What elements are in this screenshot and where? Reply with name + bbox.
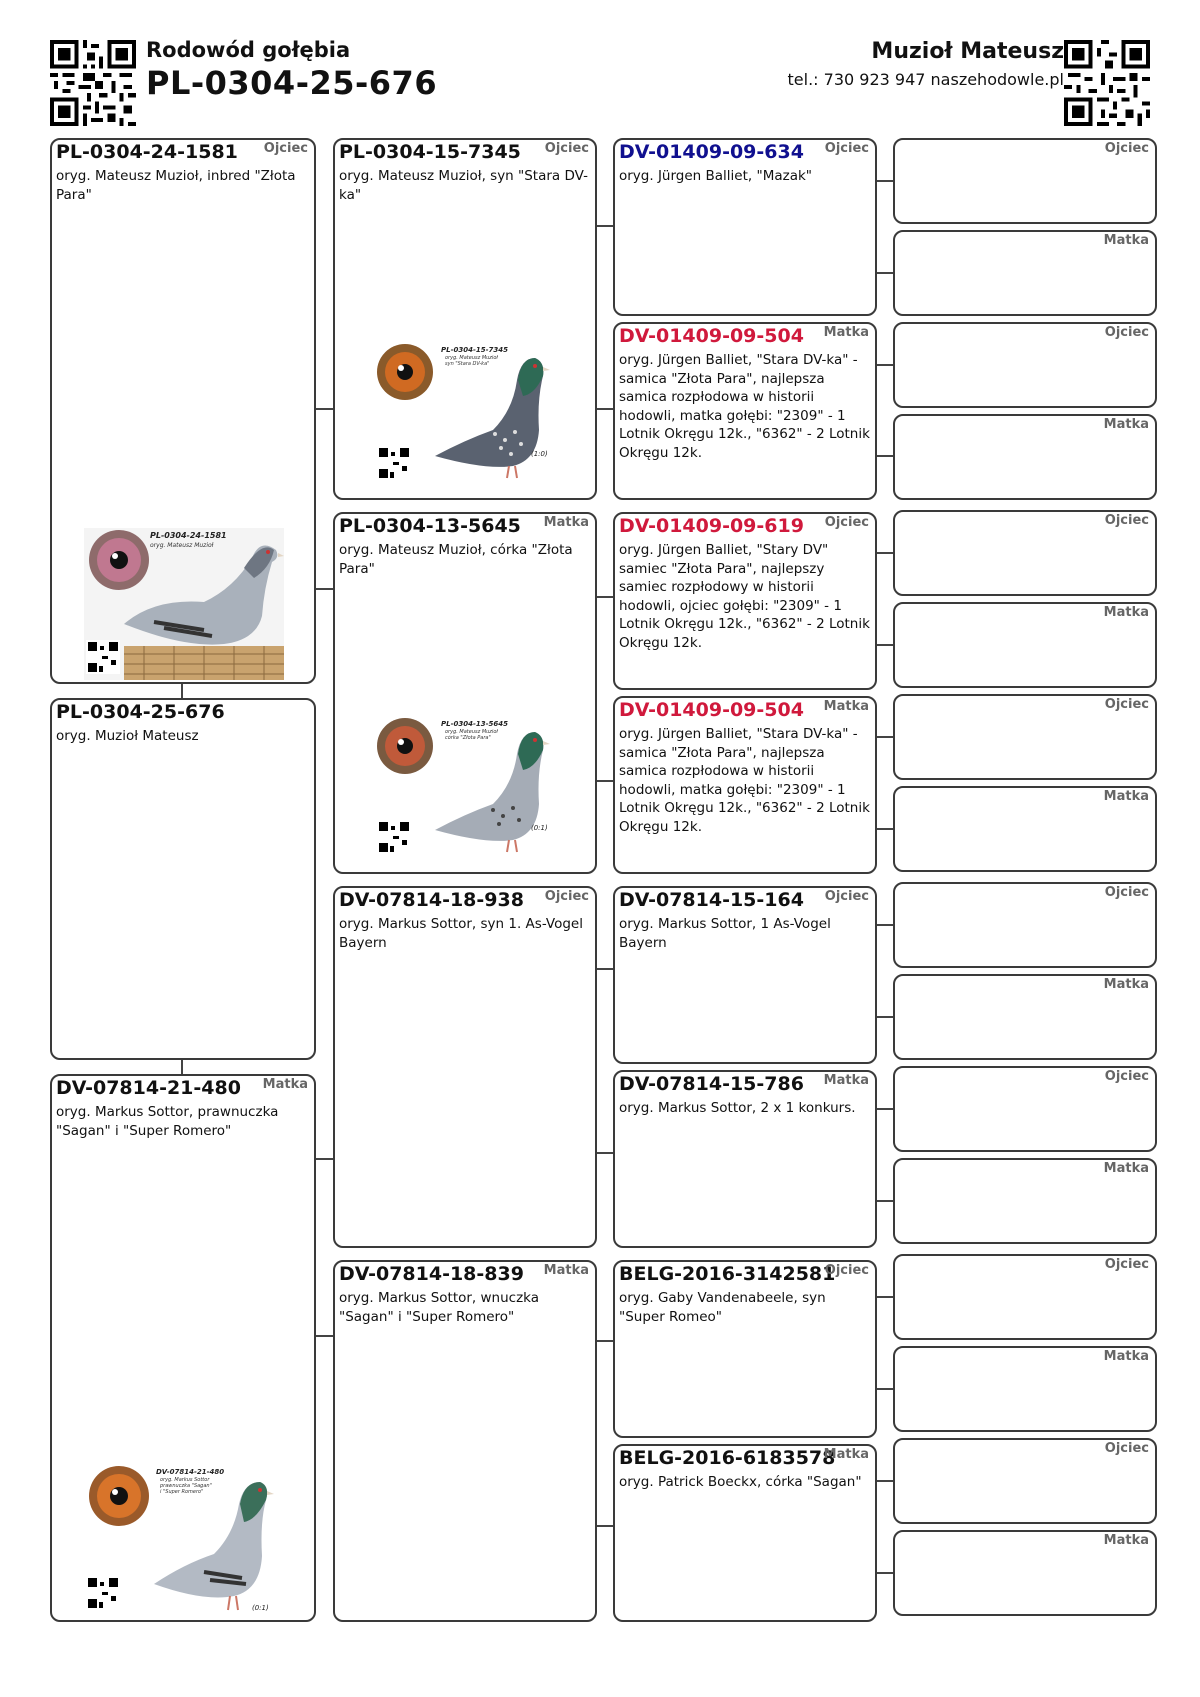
- svg-text:córka "Złota Para": córka "Złota Para": [445, 735, 491, 741]
- connector-line: [595, 596, 613, 598]
- grandparent-photo-ratio: (1:0): [531, 450, 548, 458]
- great-grandparent-ring-number: BELG-2016-6183578: [619, 1447, 836, 1469]
- mother-card[interactable]: [50, 1074, 316, 1622]
- father-description: oryg. Mateusz Muzioł, inbred "Złota Para": [56, 168, 296, 203]
- grandparent-card[interactable]: [333, 512, 597, 874]
- empty-ancestor-slot[interactable]: [893, 882, 1157, 968]
- empty-ancestor-slot[interactable]: [893, 414, 1157, 500]
- great-grandparent-description: oryg. Markus Sottor, 1 As-Vogel Bayern: [619, 916, 831, 951]
- grandparent-photo-ratio: (0:1): [531, 824, 548, 832]
- grandparent-description: oryg. Mateusz Muzioł, córka "Złota Para": [339, 542, 573, 577]
- document-type: Rodowód gołębia: [146, 38, 351, 62]
- connector-line: [875, 364, 893, 366]
- connector-line: [875, 924, 893, 926]
- slot-sex-label: Ojciec: [1104, 697, 1149, 712]
- svg-text:prawnuczka "Sagan": prawnuczka "Sagan": [160, 1483, 212, 1489]
- empty-ancestor-slot[interactable]: [893, 1530, 1157, 1616]
- great-grandparent-card[interactable]: [613, 512, 877, 690]
- svg-text:PL-0304-24-1581: PL-0304-24-1581: [150, 531, 227, 540]
- slot-sex-label: Matka: [1103, 977, 1149, 992]
- connector-line: [595, 225, 613, 227]
- grandparent-ring-number: PL-0304-15-7345: [339, 141, 521, 163]
- empty-ancestor-slot[interactable]: [893, 694, 1157, 780]
- empty-ancestor-slot[interactable]: [893, 138, 1157, 224]
- qr-code-right: [1064, 40, 1150, 126]
- empty-ancestor-slot[interactable]: [893, 510, 1157, 596]
- connector-line: [315, 408, 333, 410]
- grandparent-description: oryg. Markus Sottor, syn 1. As-Vogel Bayern: [339, 916, 583, 951]
- great-grandparent-card[interactable]: [613, 1260, 877, 1438]
- empty-ancestor-slot[interactable]: [893, 1254, 1157, 1340]
- grandparent-card[interactable]: [333, 138, 597, 500]
- connector-line: [875, 1016, 893, 1018]
- svg-text:i "Super Romero": i "Super Romero": [160, 1489, 204, 1495]
- connector-line: [875, 1296, 893, 1298]
- grandparent-description: oryg. Mateusz Muzioł, syn "Stara DV-ka": [339, 168, 588, 203]
- empty-ancestor-slot[interactable]: [893, 974, 1157, 1060]
- connector-line: [595, 968, 613, 970]
- slot-sex-label: Ojciec: [1104, 885, 1149, 900]
- slot-sex-label: Matka: [1103, 789, 1149, 804]
- connector-line: [595, 1152, 613, 1154]
- connector-line: [875, 1480, 893, 1482]
- great-grandparent-ring-number: DV-01409-09-504: [619, 325, 804, 347]
- great-grandparent-ring-number: DV-07814-15-164: [619, 889, 804, 911]
- connector-line: [875, 644, 893, 646]
- great-grandparent-description: oryg. Patrick Boeckx, córka "Sagan": [619, 1474, 862, 1490]
- great-grandparent-description: oryg. Jürgen Balliet, "Stary DV" samiec "Złota Para", najlepszy samiec rozpłodowy w historii hodowli, ojciec gołębi: "2309" - 1 Lotnik Okręgu 12k., "6362" - 2 Lotnik Okręgu 12k.: [619, 542, 870, 651]
- slot-sex-label: Matka: [1103, 417, 1149, 432]
- grandparent-sex-label: Ojciec: [544, 889, 589, 904]
- subject-description: oryg. Muzioł Mateusz: [56, 728, 199, 744]
- svg-text:DV-07814-21-480: DV-07814-21-480: [156, 1468, 225, 1476]
- great-grandparent-card[interactable]: [613, 1444, 877, 1622]
- great-grandparent-ring-number: DV-01409-09-504: [619, 699, 804, 721]
- empty-ancestor-slot[interactable]: [893, 1066, 1157, 1152]
- connector-line: [595, 408, 613, 410]
- slot-sex-label: Ojciec: [1104, 325, 1149, 340]
- grandparent-card[interactable]: [333, 1260, 597, 1622]
- grandparent-ring-number: PL-0304-13-5645: [339, 515, 521, 537]
- slot-sex-label: Ojciec: [1104, 1069, 1149, 1084]
- qr-code-left: [50, 40, 136, 126]
- slot-sex-label: Ojciec: [1104, 1257, 1149, 1272]
- svg-text:PL-0304-13-5645: PL-0304-13-5645: [441, 720, 509, 728]
- great-grandparent-sex-label: Matka: [823, 325, 869, 340]
- father-card[interactable]: [50, 138, 316, 684]
- empty-ancestor-slot[interactable]: [893, 602, 1157, 688]
- subject-card[interactable]: [50, 698, 316, 1060]
- connector-line: [875, 828, 893, 830]
- connector-line: [875, 552, 893, 554]
- connector-line: [181, 1058, 183, 1074]
- owner-contact: tel.: 730 923 947 naszehodowle.pl: [787, 70, 1064, 89]
- owner-name: Muzioł Mateusz: [871, 39, 1064, 64]
- svg-text:oryg. Mateusz Muzioł: oryg. Mateusz Muzioł: [150, 542, 214, 549]
- mother-photo[interactable]: [84, 1464, 284, 1616]
- great-grandparent-sex-label: Matka: [823, 1073, 869, 1088]
- great-grandparent-sex-label: Matka: [823, 699, 869, 714]
- svg-text:oryg. Mateusz Muzioł: oryg. Mateusz Muzioł: [445, 729, 498, 735]
- grandparent-ring-number: DV-07814-18-938: [339, 889, 524, 911]
- slot-sex-label: Ojciec: [1104, 513, 1149, 528]
- empty-ancestor-slot[interactable]: [893, 230, 1157, 316]
- connector-line: [875, 455, 893, 457]
- father-ring-number: PL-0304-24-1581: [56, 141, 238, 163]
- great-grandparent-description: oryg. Gaby Vandenabeele, syn "Super Romeo": [619, 1290, 826, 1325]
- grandparent-photo[interactable]: [375, 718, 560, 858]
- connector-line: [875, 1572, 893, 1574]
- great-grandparent-ring-number: DV-01409-09-619: [619, 515, 804, 537]
- slot-sex-label: Ojciec: [1104, 1441, 1149, 1456]
- empty-ancestor-slot[interactable]: [893, 786, 1157, 872]
- connector-line: [875, 1200, 893, 1202]
- empty-ancestor-slot[interactable]: [893, 1158, 1157, 1244]
- great-grandparent-sex-label: Ojciec: [824, 889, 869, 904]
- subject-ring-number: PL-0304-25-676: [56, 701, 225, 723]
- great-grandparent-ring-number: BELG-2016-3142581: [619, 1263, 836, 1285]
- grandparent-sex-label: Matka: [543, 515, 589, 530]
- great-grandparent-card[interactable]: [613, 322, 877, 500]
- slot-sex-label: Matka: [1103, 1161, 1149, 1176]
- mother-ring-number: DV-07814-21-480: [56, 1077, 241, 1099]
- grandparent-card[interactable]: [333, 886, 597, 1248]
- connector-line: [595, 780, 613, 782]
- great-grandparent-sex-label: Ojciec: [824, 141, 869, 156]
- father-photo[interactable]: [84, 528, 284, 680]
- slot-sex-label: Matka: [1103, 1533, 1149, 1548]
- connector-line: [875, 180, 893, 182]
- great-grandparent-card[interactable]: [613, 696, 877, 874]
- svg-text:syn "Stara DV-ka": syn "Stara DV-ka": [445, 361, 490, 367]
- empty-ancestor-slot[interactable]: [893, 322, 1157, 408]
- slot-sex-label: Matka: [1103, 1349, 1149, 1364]
- connector-line: [595, 1340, 613, 1342]
- mother-sex-label: Matka: [262, 1077, 308, 1092]
- father-sex-label: Ojciec: [263, 141, 308, 156]
- slot-sex-label: Ojciec: [1104, 141, 1149, 156]
- connector-line: [315, 1335, 333, 1337]
- mother-photo-ratio: (0:1): [252, 1604, 269, 1612]
- grandparent-sex-label: Ojciec: [544, 141, 589, 156]
- connector-line: [595, 1525, 613, 1527]
- grandparent-description: oryg. Markus Sottor, wnuczka "Sagan" i "Super Romero": [339, 1290, 540, 1325]
- great-grandparent-description: oryg. Jürgen Balliet, "Stara DV-ka" - samica "Złota Para", najlepsza samica rozpłodowa w historii hodowli, matka gołębi: "2309" - 1 Lotnik Okręgu 12k., "6362" - 2 Lotnik Okręgu 12k.: [619, 726, 870, 835]
- great-grandparent-description: oryg. Jürgen Balliet, "Stara DV-ka" - samica "Złota Para", najlepsza samica rozpłodowa w historii hodowli, matka gołębi: "2309" - 1 Lotnik Okręgu 12k., "6362" - 2 Lotnik Okręgu 12k.: [619, 352, 870, 461]
- great-grandparent-description: oryg. Jürgen Balliet, "Mazak": [619, 168, 813, 184]
- great-grandparent-ring-number: DV-07814-15-786: [619, 1073, 804, 1095]
- connector-line: [315, 1158, 333, 1160]
- svg-text:PL-0304-15-7345: PL-0304-15-7345: [441, 346, 509, 354]
- svg-text:oryg. Markus Sottor: oryg. Markus Sottor: [160, 1477, 210, 1483]
- great-grandparent-sex-label: Ojciec: [824, 515, 869, 530]
- connector-line: [875, 736, 893, 738]
- great-grandparent-sex-label: Ojciec: [824, 1263, 869, 1278]
- great-grandparent-sex-label: Matka: [823, 1447, 869, 1462]
- grandparent-ring-number: DV-07814-18-839: [339, 1263, 524, 1285]
- slot-sex-label: Matka: [1103, 605, 1149, 620]
- grandparent-photo[interactable]: [375, 344, 560, 484]
- great-grandparent-description: oryg. Markus Sottor, 2 x 1 konkurs.: [619, 1100, 856, 1116]
- connector-line: [875, 1108, 893, 1110]
- empty-ancestor-slot[interactable]: [893, 1346, 1157, 1432]
- grandparent-sex-label: Matka: [543, 1263, 589, 1278]
- empty-ancestor-slot[interactable]: [893, 1438, 1157, 1524]
- connector-line: [315, 588, 333, 590]
- connector-line: [181, 682, 183, 698]
- pedigree-ring-number: PL-0304-25-676: [146, 64, 438, 102]
- svg-text:oryg. Mateusz Muzioł: oryg. Mateusz Muzioł: [445, 355, 498, 361]
- slot-sex-label: Matka: [1103, 233, 1149, 248]
- great-grandparent-card[interactable]: [613, 1070, 877, 1248]
- great-grandparent-card[interactable]: [613, 138, 877, 316]
- great-grandparent-card[interactable]: [613, 886, 877, 1064]
- connector-line: [875, 272, 893, 274]
- mother-description: oryg. Markus Sottor, prawnuczka "Sagan" i "Super Romero": [56, 1104, 279, 1139]
- great-grandparent-ring-number: DV-01409-09-634: [619, 141, 804, 163]
- connector-line: [875, 1388, 893, 1390]
